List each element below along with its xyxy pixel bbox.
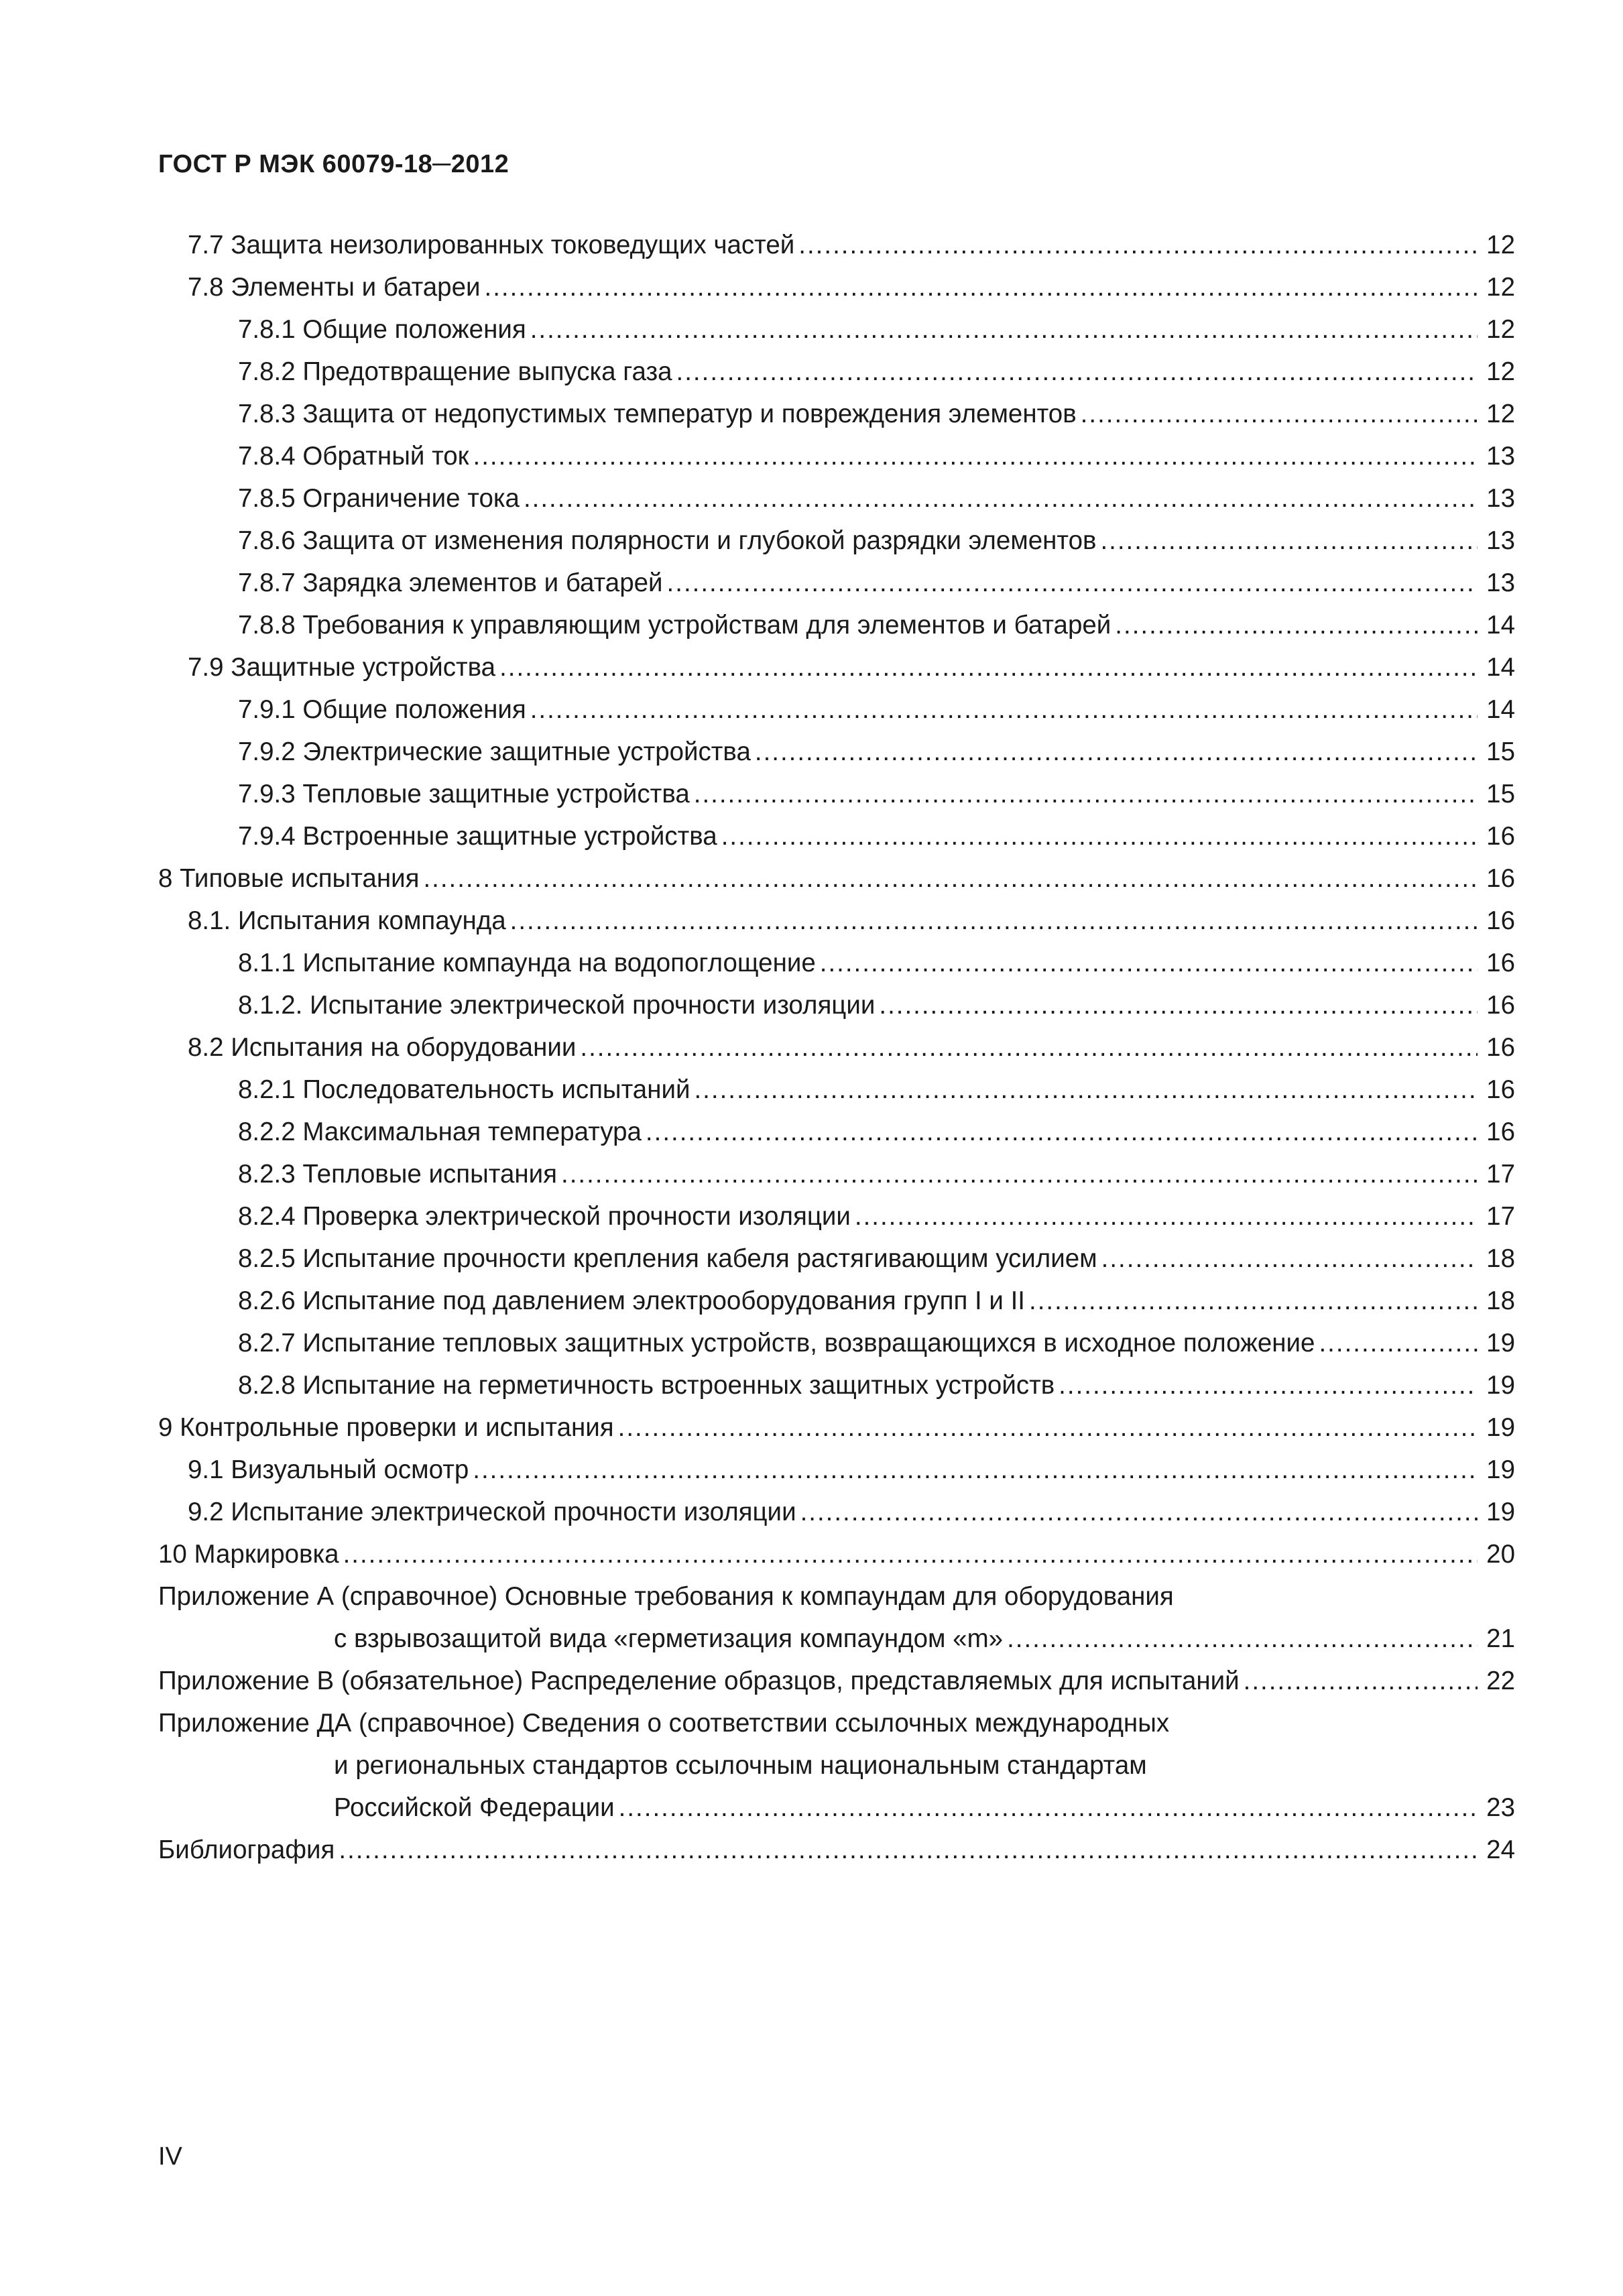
- toc-entry-page: 16: [1486, 906, 1515, 935]
- toc-entry-title: 8.2.3 Тепловые испытания: [238, 1160, 557, 1189]
- toc-entry-title: Приложение А (справочное) Основные требования к компаундам для оборудования: [158, 1582, 1174, 1611]
- toc-dot-leader: [530, 308, 1478, 351]
- toc-dot-leader: [1059, 1364, 1478, 1406]
- toc-entry[interactable]: [158, 1364, 1515, 1406]
- toc-dot-leader: [1244, 1660, 1478, 1702]
- toc-entry-page: 16: [1486, 949, 1515, 977]
- toc-dot-leader: [721, 815, 1478, 857]
- toc-entry[interactable]: [158, 1618, 1515, 1660]
- toc-entry-title: 8.2.6 Испытание под давлением электрооборудования групп I и II: [238, 1286, 1026, 1315]
- toc-entry[interactable]: [158, 1829, 1515, 1871]
- toc-dot-leader: [530, 688, 1478, 731]
- toc-entry-page: 24: [1486, 1835, 1515, 1864]
- toc-entry-page: 13: [1486, 526, 1515, 555]
- toc-entry-title: Приложение В (обязательное) Распределение образцов, представляемых для испытаний: [158, 1667, 1240, 1695]
- toc-entry-page: 19: [1486, 1329, 1515, 1357]
- toc-entry[interactable]: [158, 393, 1515, 435]
- toc-entry-page: 12: [1486, 357, 1515, 386]
- toc-entry[interactable]: [158, 1787, 1515, 1829]
- toc-entry[interactable]: [158, 646, 1515, 688]
- toc-entry[interactable]: [158, 1026, 1515, 1069]
- toc-entry-title: 7.8 Элементы и батареи: [188, 273, 481, 302]
- toc-dot-leader: [524, 477, 1478, 520]
- toc-entry-page: 19: [1486, 1371, 1515, 1400]
- toc-entry-title: 9.1 Визуальный осмотр: [188, 1455, 469, 1484]
- toc-entry-title: 8.2.8 Испытание на герметичность встроенных защитных устройств: [238, 1371, 1055, 1400]
- toc-entry-page: 16: [1486, 864, 1515, 893]
- toc-entry[interactable]: [158, 900, 1515, 942]
- toc-entry-page: 12: [1486, 400, 1515, 428]
- toc-entry-title: 8.1.1 Испытание компаунда на водопоглощение: [238, 949, 816, 977]
- toc-dot-leader: [694, 773, 1478, 815]
- toc-entry[interactable]: [158, 857, 1515, 900]
- toc-entry-page: 18: [1486, 1244, 1515, 1273]
- toc-entry-title: 9.2 Испытание электрической прочности изоляции: [188, 1498, 796, 1526]
- toc-dot-leader: [561, 1153, 1478, 1195]
- toc-entry[interactable]: [158, 1406, 1515, 1449]
- toc-entry-page: 12: [1486, 273, 1515, 302]
- toc-dot-leader: [879, 984, 1478, 1026]
- toc-entry-title: 7.8.1 Общие положения: [238, 315, 526, 344]
- toc-entry-title: 8.2 Испытания на оборудовании: [188, 1033, 577, 1062]
- toc-dot-leader: [1101, 1237, 1478, 1280]
- toc-entry[interactable]: [158, 815, 1515, 857]
- toc-entry-title: 8 Типовые испытания: [158, 864, 420, 893]
- toc-dot-leader: [820, 942, 1478, 984]
- toc-entry-title: 7.7 Защита неизолированных токоведущих частей: [188, 231, 795, 259]
- toc-entry-title: 7.8.5 Ограничение тока: [238, 484, 520, 513]
- toc-entry-page: 16: [1486, 1117, 1515, 1146]
- document-code-header: ГОСТ Р МЭК 60079-18─2012: [158, 150, 509, 178]
- toc-entry-title: 8.2.1 Последовательность испытаний: [238, 1075, 690, 1104]
- toc-entry[interactable]: [158, 266, 1515, 308]
- toc-dot-leader: [619, 1787, 1478, 1829]
- toc-dot-leader: [473, 1449, 1478, 1491]
- toc-dot-leader: [1100, 520, 1478, 562]
- toc-entry[interactable]: [158, 1491, 1515, 1533]
- toc-entry-title: 8.2.5 Испытание прочности крепления кабеля растягивающим усилием: [238, 1244, 1097, 1273]
- toc-entry[interactable]: [158, 477, 1515, 520]
- toc-dot-leader: [473, 435, 1478, 477]
- toc-dot-leader: [618, 1406, 1478, 1449]
- toc-entry-page: 16: [1486, 822, 1515, 851]
- toc-entry-page: 13: [1486, 484, 1515, 513]
- toc-entry-page: 15: [1486, 780, 1515, 808]
- toc-dot-leader: [800, 1491, 1478, 1533]
- toc-entry-title: 8.2.2 Максимальная температура: [238, 1117, 642, 1146]
- toc-dot-leader: [676, 351, 1478, 393]
- toc-entry[interactable]: [158, 351, 1515, 393]
- toc-dot-leader: [339, 1829, 1478, 1871]
- toc-entry-page: 14: [1486, 611, 1515, 640]
- toc-entry[interactable]: [158, 1153, 1515, 1195]
- toc-entry-page: 16: [1486, 991, 1515, 1020]
- toc-entry[interactable]: [158, 1237, 1515, 1280]
- toc-entry-title: 7.8.6 Защита от изменения полярности и глубокой разрядки элементов: [238, 526, 1097, 555]
- toc-entry[interactable]: [158, 1111, 1515, 1153]
- toc-entry-title: 7.8.7 Зарядка элементов и батарей: [238, 568, 663, 597]
- toc-dot-leader: [510, 900, 1478, 942]
- toc-entry-title: с взрывозащитой вида «герметизация компаундом «m»: [334, 1624, 1004, 1653]
- toc-entry[interactable]: [158, 604, 1515, 646]
- toc-dot-leader: [423, 857, 1478, 900]
- toc-entry-page: 14: [1486, 653, 1515, 682]
- toc-entry-title: 10 Маркировка: [158, 1540, 339, 1569]
- toc-dot-leader: [485, 266, 1478, 308]
- toc-entry[interactable]: [158, 1744, 1515, 1787]
- toc-dot-leader: [855, 1195, 1478, 1237]
- toc-entry-page: 22: [1486, 1667, 1515, 1695]
- toc-entry[interactable]: [158, 773, 1515, 815]
- toc-entry-title: 7.8.4 Обратный ток: [238, 442, 469, 471]
- toc-entry-page: 17: [1486, 1202, 1515, 1231]
- toc-dot-leader: [580, 1026, 1478, 1069]
- toc-entry[interactable]: [158, 1533, 1515, 1575]
- toc-entry[interactable]: [158, 308, 1515, 351]
- toc-entry-title: 9 Контрольные проверки и испытания: [158, 1413, 614, 1442]
- toc-dot-leader: [1081, 393, 1478, 435]
- toc-entry-title: 7.9.4 Встроенные защитные устройства: [238, 822, 717, 851]
- toc-entry-page: 12: [1486, 315, 1515, 344]
- toc-dot-leader: [343, 1533, 1478, 1575]
- toc-dot-leader: [667, 562, 1478, 604]
- toc-entry-page: 19: [1486, 1455, 1515, 1484]
- toc-entry-page: 17: [1486, 1160, 1515, 1189]
- toc-entry-title: 7.8.8 Требования к управляющим устройствам для элементов и батарей: [238, 611, 1111, 640]
- toc-entry[interactable]: [158, 942, 1515, 984]
- toc-entry-title: и региональных стандартов ссылочным национальным стандартам: [334, 1751, 1147, 1780]
- toc-entry-title: 7.9.3 Тепловые защитные устройства: [238, 780, 690, 808]
- toc-dot-leader: [1029, 1280, 1478, 1322]
- toc-entry-title: 8.2.4 Проверка электрической прочности изоляции: [238, 1202, 851, 1231]
- toc-entry-title: 7.9.1 Общие положения: [238, 695, 526, 724]
- table-of-contents: [158, 224, 1515, 1871]
- toc-entry-page: 14: [1486, 695, 1515, 724]
- toc-entry-page: 18: [1486, 1286, 1515, 1315]
- toc-dot-leader: [798, 224, 1478, 266]
- toc-entry[interactable]: [158, 1195, 1515, 1237]
- toc-entry-page: 23: [1486, 1793, 1515, 1822]
- toc-entry-title: Российской Федерации: [334, 1793, 615, 1822]
- toc-entry[interactable]: [158, 1069, 1515, 1111]
- toc-entry-page: 16: [1486, 1033, 1515, 1062]
- toc-entry[interactable]: [158, 984, 1515, 1026]
- toc-entry-page: 13: [1486, 568, 1515, 597]
- toc-entry-page: 12: [1486, 231, 1515, 259]
- toc-entry-page: 15: [1486, 737, 1515, 766]
- toc-entry-title: 7.8.2 Предотвращение выпуска газа: [238, 357, 672, 386]
- toc-entry[interactable]: [158, 562, 1515, 604]
- toc-entry-page: 19: [1486, 1498, 1515, 1526]
- toc-entry-title: 8.1. Испытания компаунда: [188, 906, 506, 935]
- toc-dot-leader: [499, 646, 1478, 688]
- toc-entry-title: 8.2.7 Испытание тепловых защитных устройств, возвращающихся в исходное положение: [238, 1329, 1315, 1357]
- toc-entry[interactable]: [158, 435, 1515, 477]
- toc-dot-leader: [694, 1069, 1478, 1111]
- toc-entry[interactable]: [158, 520, 1515, 562]
- page-number: IV: [158, 2142, 182, 2171]
- toc-dot-leader: [1115, 604, 1478, 646]
- toc-entry-title: 8.1.2. Испытание электрической прочности изоляции: [238, 991, 876, 1020]
- toc-dot-leader: [646, 1111, 1478, 1153]
- toc-entry-title: 7.9.2 Электрические защитные устройства: [238, 737, 751, 766]
- toc-entry[interactable]: [158, 731, 1515, 773]
- toc-entry-page: 19: [1486, 1413, 1515, 1442]
- toc-entry[interactable]: [158, 1575, 1515, 1618]
- toc-entry-page: 20: [1486, 1540, 1515, 1569]
- toc-entry[interactable]: [158, 224, 1515, 266]
- toc-entry-page: 13: [1486, 442, 1515, 471]
- toc-dot-leader: [755, 731, 1478, 773]
- toc-entry-title: 7.8.3 Защита от недопустимых температур и повреждения элементов: [238, 400, 1077, 428]
- toc-entry[interactable]: [158, 688, 1515, 731]
- toc-entry[interactable]: [158, 1660, 1515, 1702]
- toc-entry-title: Приложение ДА (справочное) Сведения о соответствии ссылочных международных: [158, 1709, 1170, 1738]
- toc-entry[interactable]: [158, 1702, 1515, 1744]
- toc-dot-leader: [1007, 1618, 1478, 1660]
- toc-entry-page: 16: [1486, 1075, 1515, 1104]
- toc-dot-leader: [1319, 1322, 1478, 1364]
- toc-entry-page: 21: [1486, 1624, 1515, 1653]
- toc-entry-title: Библиография: [158, 1835, 335, 1864]
- toc-entry[interactable]: [158, 1280, 1515, 1322]
- toc-entry[interactable]: [158, 1449, 1515, 1491]
- toc-entry[interactable]: [158, 1322, 1515, 1364]
- toc-entry-title: 7.9 Защитные устройства: [188, 653, 496, 682]
